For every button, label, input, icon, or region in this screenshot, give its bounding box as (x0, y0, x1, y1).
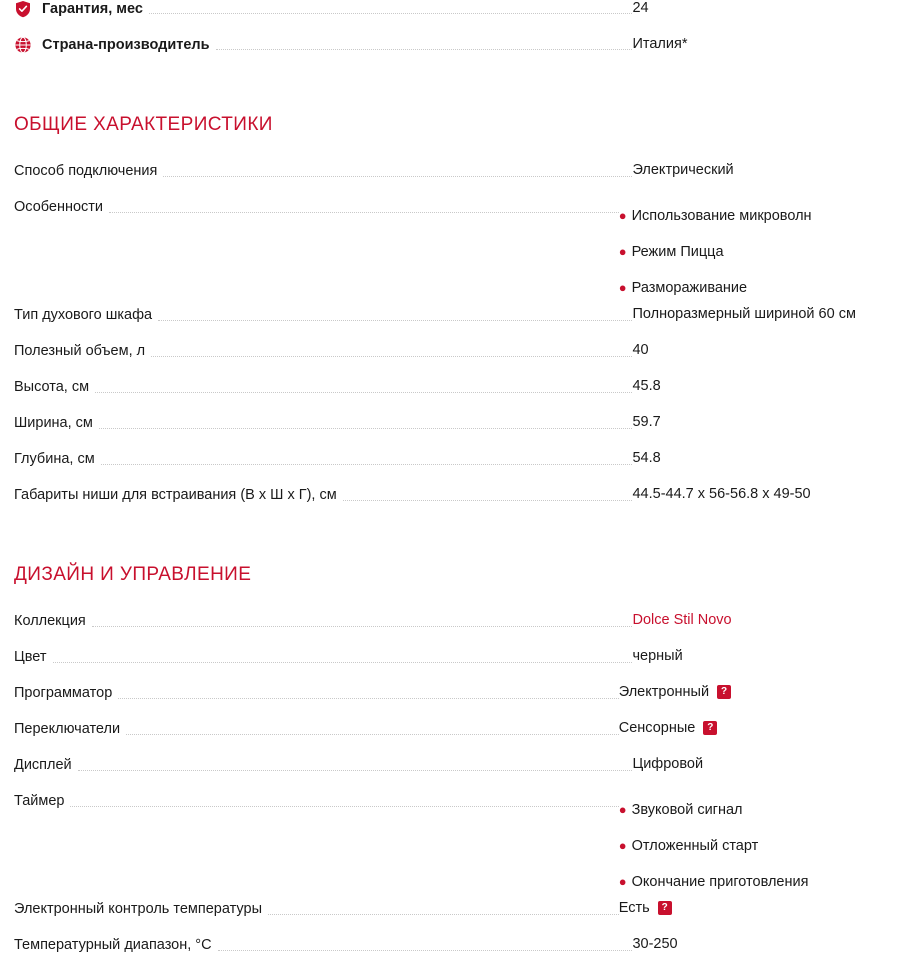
spec-label: Электронный контроль температуры (14, 901, 262, 917)
spec-label-area (14, 306, 632, 324)
spec-value: черный (632, 648, 683, 664)
spec-value: 24 (632, 0, 649, 16)
spec-row (14, 612, 891, 648)
spec-label: Тип духового шкафа (14, 307, 153, 323)
list-item-label: Отложенный старт (631, 838, 759, 854)
dot-leader (53, 650, 633, 663)
dot-leader (118, 686, 619, 699)
dot-leader (149, 1, 632, 14)
spec-label: Программатор (14, 685, 113, 701)
list-item (619, 864, 891, 900)
spec-value: Есть (618, 900, 650, 916)
spec-label: Способ подключения (14, 163, 158, 179)
spec-label: Полезный объем, л (14, 343, 146, 359)
spec-list-general (14, 162, 891, 522)
spec-row (14, 486, 891, 522)
list-item (619, 828, 891, 864)
spec-label-area (14, 162, 632, 180)
spec-label: Особенности (14, 199, 104, 215)
spec-label-area (14, 36, 632, 54)
spec-label: Ширина, см (14, 415, 93, 431)
spec-value: Полноразмерный шириной 60 см (632, 306, 856, 322)
bullet-icon: ● (618, 208, 627, 223)
dot-leader (218, 938, 633, 951)
spec-row (14, 720, 891, 756)
spec-value-area (619, 720, 891, 736)
bullet-icon: ● (618, 838, 627, 853)
list-item (619, 198, 891, 234)
dot-leader (99, 416, 633, 429)
spec-value: 45.8 (632, 378, 661, 394)
list-item-label: Размораживание (631, 280, 748, 296)
spec-label: Переключатели (14, 721, 121, 737)
spec-label-area (14, 900, 619, 918)
highlighted-spec-row (14, 0, 891, 36)
spec-value: 59.7 (632, 414, 661, 430)
spec-label: Температурный диапазон, °C (14, 937, 212, 953)
dot-leader (95, 380, 632, 393)
spec-row (14, 306, 891, 342)
spec-value: Италия* (632, 36, 688, 52)
spec-row (14, 198, 891, 306)
spec-row (14, 414, 891, 450)
list-item-label: Использование микроволн (631, 208, 812, 224)
list-item-label: Звуковой сигнал (631, 802, 743, 818)
help-icon[interactable]: ? (717, 685, 731, 699)
spec-row (14, 684, 891, 720)
spec-label-area (14, 0, 632, 18)
bullet-icon: ● (618, 280, 627, 295)
spec-label-area (14, 936, 632, 954)
spec-value: Цифровой (632, 756, 704, 772)
highlighted-spec-list (14, 0, 891, 72)
dot-leader (101, 452, 633, 465)
spec-value: Сенсорные (618, 720, 696, 736)
spec-value-list (619, 792, 891, 900)
spec-label-area (14, 612, 632, 630)
bullet-icon: ● (618, 802, 627, 817)
dot-leader (216, 37, 633, 50)
spec-row (14, 162, 891, 198)
shield-icon (14, 0, 32, 18)
spec-label-area (14, 486, 632, 504)
section-title-general: ОБЩИЕ ХАРАКТЕРИСТИКИ (14, 114, 273, 135)
dot-leader (109, 200, 619, 213)
spec-row (14, 342, 891, 378)
bullet-icon: ● (618, 244, 627, 259)
spec-label-area (14, 720, 619, 738)
spec-label: Дисплей (14, 757, 72, 773)
list-item (619, 234, 891, 270)
spec-label-area (14, 450, 632, 468)
spec-list-design (14, 612, 891, 972)
spec-value-list (619, 198, 891, 306)
list-item (619, 792, 891, 828)
dot-leader (92, 614, 633, 627)
spec-label: Гарантия, мес (42, 1, 149, 17)
spec-label-area (14, 342, 632, 360)
section-title-design: ДИЗАЙН И УПРАВЛЕНИЕ (14, 564, 252, 585)
list-item-label: Режим Пицца (631, 244, 724, 260)
dot-leader (158, 308, 632, 321)
spec-row (14, 378, 891, 414)
spec-label-area (14, 756, 632, 774)
help-icon[interactable]: ? (658, 901, 672, 915)
list-item-label: Окончание приготовления (631, 874, 809, 890)
spec-row (14, 648, 891, 684)
spec-row (14, 792, 891, 900)
spec-label-area (14, 414, 632, 432)
spec-value: Электронный (618, 684, 710, 700)
spec-value: 54.8 (632, 450, 661, 466)
highlighted-spec-row (14, 36, 891, 72)
spec-value-area (619, 684, 891, 700)
spec-label-area (14, 648, 632, 666)
spec-label: Коллекция (14, 613, 86, 629)
dot-leader (78, 758, 633, 771)
dot-leader (343, 488, 633, 501)
spec-label-area (14, 792, 619, 810)
spec-value-link[interactable]: Dolce Stil Novo (632, 612, 732, 628)
spec-label: Габариты ниши для встраивания (В x Ш x Г), см (14, 487, 337, 503)
spec-label-area (14, 684, 619, 702)
spec-value: 30-250 (632, 936, 678, 952)
spec-value: 44.5-44.7 x 56-56.8 x 49-50 (632, 486, 811, 502)
help-icon[interactable]: ? (703, 721, 717, 735)
list-item (619, 270, 891, 306)
spec-label-area (14, 198, 619, 216)
dot-leader (70, 794, 618, 807)
spec-row (14, 756, 891, 792)
spec-row (14, 900, 891, 936)
spec-label-area (14, 378, 632, 396)
spec-label: Таймер (14, 793, 65, 809)
dot-leader (163, 164, 632, 177)
spec-value: Электрический (632, 162, 734, 178)
bullet-icon: ● (618, 874, 627, 889)
spec-label: Высота, см (14, 379, 90, 395)
spec-row (14, 936, 891, 972)
spec-label: Страна-производитель (42, 37, 216, 53)
spec-value: 40 (632, 342, 649, 358)
spec-row (14, 450, 891, 486)
spec-value-area (619, 900, 891, 916)
globe-icon (14, 36, 32, 54)
dot-leader (268, 902, 619, 915)
spec-label: Цвет (14, 649, 47, 665)
dot-leader (151, 344, 632, 357)
spec-label: Глубина, см (14, 451, 95, 467)
dot-leader (126, 722, 619, 735)
